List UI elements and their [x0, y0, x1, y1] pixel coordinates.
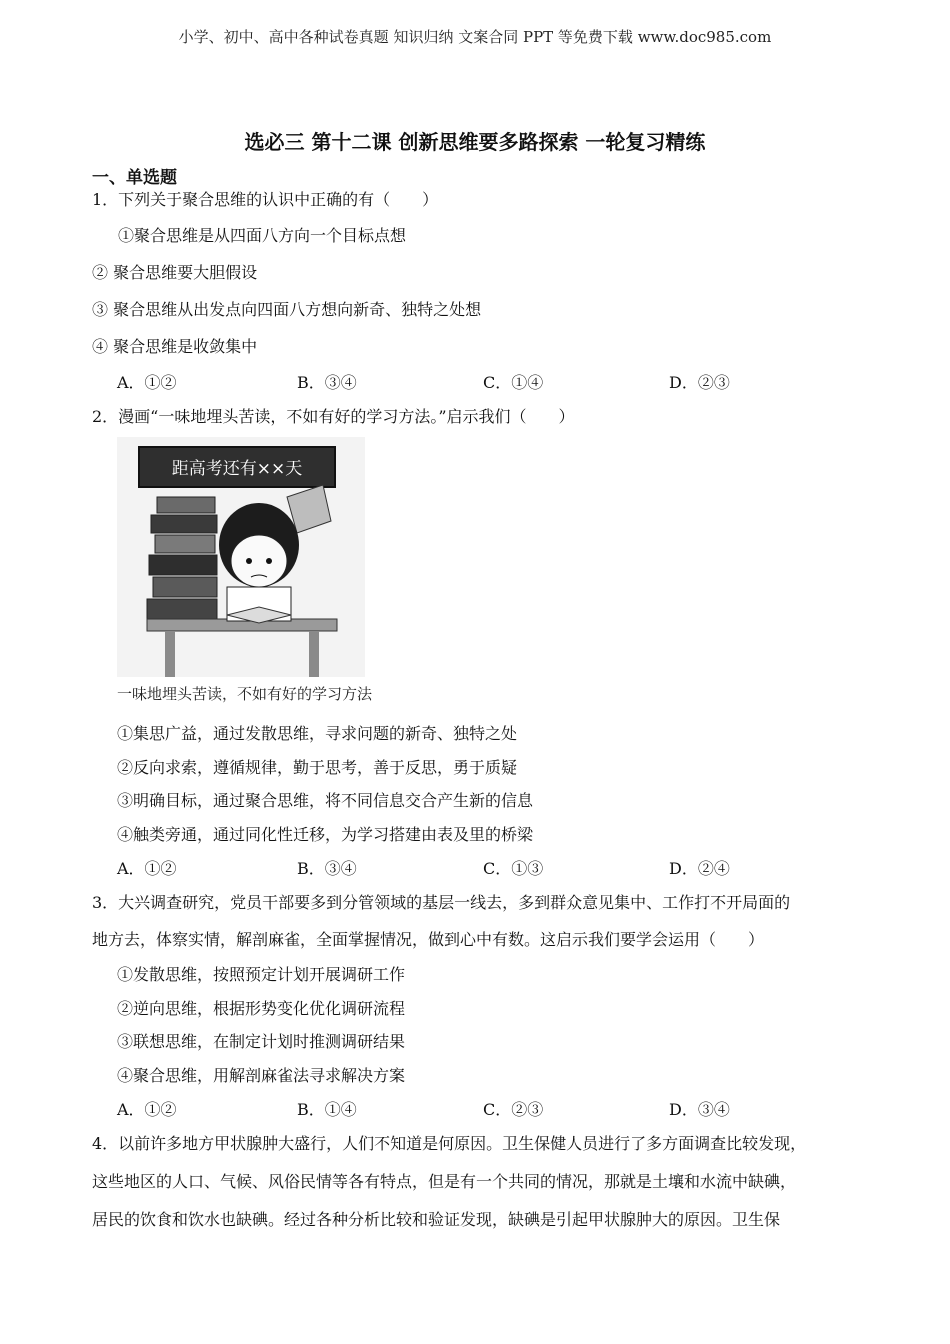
question-1-option: ③ 聚合思维从出发点向四面八方想向新奇、独特之处想	[92, 300, 482, 319]
question-1-option: ①聚合思维是从四面八方向一个目标点想	[118, 226, 407, 245]
cartoon-illustration	[117, 437, 365, 677]
header-banner: 小学、初中、高中各种试卷真题 知识归纳 文案合同 PPT 等免费下载 www.doc985.com	[178, 28, 772, 46]
question-1-choice-b[interactable]: B．③④	[297, 373, 357, 392]
question-3-choice-c[interactable]: C．②③	[483, 1100, 544, 1119]
question-2-choice-b[interactable]: B．③④	[297, 859, 357, 878]
question-1-option: ② 聚合思维要大胆假设	[92, 263, 258, 282]
question-3-option: ④聚合思维，用解剖麻雀法寻求解决方案	[117, 1066, 406, 1085]
section-heading: 一、单选题	[92, 168, 177, 188]
question-1-stem: 1．下列关于聚合思维的认识中正确的有（ ）	[92, 190, 439, 209]
cartoon-caption: 一味地埋头苦读，不如有好的学习方法	[117, 685, 373, 703]
question-3-choice-d[interactable]: D．③④	[669, 1100, 730, 1119]
question-2-option: ③明确目标，通过聚合思维，将不同信息交合产生新的信息	[117, 791, 534, 810]
question-3-stem: 3．大兴调查研究，党员干部要多到分管领域的基层一线去，多到群众意见集中、工作打不开局面的	[92, 893, 791, 912]
question-3-stem: 地方去，体察实情，解剖麻雀，全面掌握情况，做到心中有数。这启示我们要学会运用（ ）	[92, 930, 765, 949]
question-1-choice-a[interactable]: A．①②	[117, 373, 177, 392]
question-3-choice-b[interactable]: B．①④	[297, 1100, 357, 1119]
question-4-text: 这些地区的人口、气候、风俗民情等各有特点，但是有一个共同的情况，那就是土壤和水流中缺碘，	[92, 1172, 797, 1191]
board-text: 距高考还有××天	[171, 459, 303, 479]
question-4-text: 居民的饮食和饮水也缺碘。经过各种分析比较和验证发现，缺碘是引起甲状腺肿大的原因。卫生保	[92, 1210, 781, 1229]
question-1-choice-c[interactable]: C．①④	[483, 373, 544, 392]
question-1-choice-d[interactable]: D．②③	[669, 373, 730, 392]
question-3-option: ①发散思维，按照预定计划开展调研工作	[117, 965, 406, 984]
question-2-choice-a[interactable]: A．①②	[117, 859, 177, 878]
question-1-option: ④ 聚合思维是收敛集中	[92, 337, 258, 356]
question-3-option: ②逆向思维，根据形势变化优化调研流程	[117, 999, 406, 1018]
question-3-option: ③联想思维，在制定计划时推测调研结果	[117, 1032, 406, 1051]
question-2-option: ④触类旁通，通过同化性迁移，为学习搭建由表及里的桥梁	[117, 825, 534, 844]
question-4-text: 4．以前许多地方甲状腺肿大盛行，人们不知道是何原因。卫生保健人员进行了多方面调查比较发现，	[92, 1134, 807, 1153]
question-3-choice-a[interactable]: A．①②	[117, 1100, 177, 1119]
question-2-option: ①集思广益，通过发散思维，寻求问题的新奇、独特之处	[117, 724, 518, 743]
page-title: 选必三 第十二课 创新思维要多路探索 一轮复习精练	[244, 130, 706, 154]
question-2-choice-d[interactable]: D．②④	[669, 859, 730, 878]
question-2-option: ②反向求索，遵循规律，勤于思考，善于反思，勇于质疑	[117, 758, 518, 777]
question-2-stem: 2．漫画“一味地埋头苦读，不如有好的学习方法。”启示我们（ ）	[92, 407, 575, 426]
question-2-choice-c[interactable]: C．①③	[483, 859, 544, 878]
